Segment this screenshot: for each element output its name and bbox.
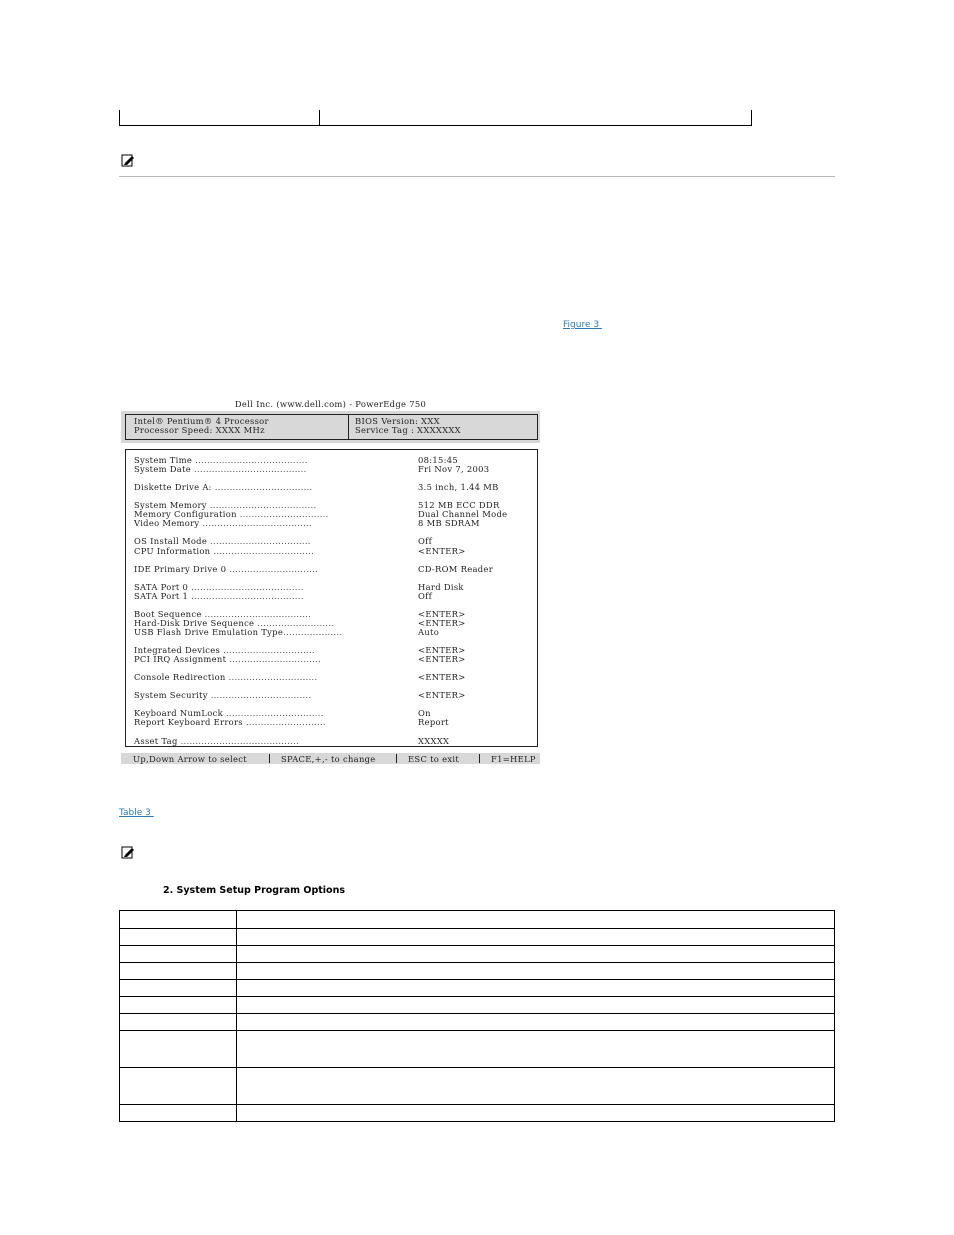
bios-option-leader-dots: .................................. <box>210 545 315 556</box>
table-cell <box>237 997 835 1014</box>
bios-option-value: 512 MB ECC DDR <box>418 500 500 511</box>
bios-option-value: <ENTER> <box>418 654 466 665</box>
bios-option-label: Video Memory <box>134 518 200 529</box>
table-row <box>120 1105 835 1122</box>
bios-option-label: Keyboard NumLock <box>134 708 223 719</box>
bios-option-leader-dots: ............................... <box>226 654 322 665</box>
bios-option-label: Integrated Devices <box>134 645 221 656</box>
table-3-link[interactable]: Table 3 <box>119 808 154 818</box>
table-row <box>120 1068 835 1105</box>
bios-option-leader-dots: ...................................... <box>188 590 304 601</box>
bios-header-box <box>125 414 538 440</box>
bios-option-value: Off <box>418 590 432 601</box>
bios-option-row[interactable] <box>134 563 493 574</box>
bios-option-label: System Time <box>134 455 193 465</box>
header-divider <box>348 415 349 439</box>
table-cell <box>237 1031 835 1068</box>
footer-help-hint: F1=HELP <box>491 754 536 764</box>
table-row <box>120 1014 835 1031</box>
bios-option-label: Report Keyboard Errors <box>134 717 243 728</box>
bios-option-row[interactable] <box>134 717 449 728</box>
bios-option-value: <ENTER> <box>418 617 466 628</box>
bios-option-leader-dots: ................................. <box>211 482 313 493</box>
bios-option-label: CPU Information <box>134 545 211 556</box>
bios-option-label: Hard-Disk Drive Sequence <box>134 617 255 628</box>
table-column-divider <box>319 110 320 125</box>
note-icon <box>121 845 135 859</box>
bios-option-leader-dots: ...................................... <box>188 581 304 592</box>
table-cell <box>237 911 835 929</box>
table-cell <box>120 929 237 946</box>
horizontal-rule <box>119 176 835 177</box>
bios-option-value: <ENTER> <box>418 645 466 656</box>
bios-option-label: Boot Sequence <box>134 608 202 619</box>
top-table-fragment <box>119 110 752 126</box>
footer-change-hint: SPACE,+,- to change <box>281 754 376 764</box>
bios-option-value: On <box>418 708 431 719</box>
table-row <box>120 929 835 946</box>
table-caption: 2. System Setup Program Options <box>163 885 345 896</box>
bios-option-value: Auto <box>418 626 440 637</box>
table-row <box>120 946 835 963</box>
processor-name: Intel® Pentium® 4 Processor <box>134 416 269 426</box>
bios-option-leader-dots: .................................. <box>207 690 312 701</box>
table-row <box>120 911 835 929</box>
figure-3-link[interactable]: Figure 3 <box>563 320 602 330</box>
table-cell <box>237 963 835 980</box>
bios-option-row[interactable] <box>134 672 466 683</box>
bios-option-label: Memory Configuration <box>134 509 237 520</box>
bios-option-leader-dots: .................................. <box>207 536 311 547</box>
bios-option-value: 8 MB SDRAM <box>418 518 480 529</box>
bios-option-leader-dots: .............................. <box>225 672 318 683</box>
bios-footer <box>121 753 540 764</box>
bios-version: BIOS Version: XXX <box>355 416 440 426</box>
table-row <box>120 980 835 997</box>
bios-option-row[interactable] <box>134 590 432 601</box>
table-cell <box>120 1031 237 1068</box>
bios-option-row[interactable] <box>134 626 440 637</box>
bios-option-label: SATA Port 1 <box>134 590 189 601</box>
table-row <box>120 1031 835 1068</box>
options-table <box>119 910 835 1122</box>
bios-option-label: IDE Primary Drive 0 <box>134 563 227 574</box>
bios-option-row[interactable] <box>134 545 466 556</box>
bios-option-leader-dots: ............................... <box>220 645 315 656</box>
bios-option-leader-dots: .......................... <box>254 617 335 628</box>
table-row <box>120 963 835 980</box>
footer-exit-hint: ESC to exit <box>408 754 460 764</box>
bios-option-leader-dots: ................................. <box>222 708 324 719</box>
service-tag: Service Tag : XXXXXXX <box>355 425 461 435</box>
bios-option-value: <ENTER> <box>418 608 466 619</box>
bios-option-leader-dots: ..................................... <box>199 518 313 529</box>
footer-divider <box>396 754 397 763</box>
bios-option-value: 08:15:45 <box>418 455 459 465</box>
bios-option-leader-dots: .............................. <box>226 563 319 574</box>
table-cell <box>120 980 237 997</box>
bios-option-leader-dots: ...................................... <box>192 455 308 465</box>
table-cell <box>120 1014 237 1031</box>
table-cell <box>120 963 237 980</box>
bios-option-value: XXXXX <box>418 735 450 746</box>
bios-option-label: SATA Port 0 <box>134 581 189 592</box>
bios-option-label: PCI IRQ Assignment <box>134 654 227 665</box>
bios-option-row[interactable] <box>134 482 499 493</box>
table-cell <box>237 980 835 997</box>
bios-option-label: USB Flash Drive Emulation Type <box>134 626 284 637</box>
table-cell <box>237 1068 835 1105</box>
bios-option-value: Hard Disk <box>418 581 464 592</box>
table-cell <box>237 946 835 963</box>
bios-option-leader-dots: ...................................... <box>191 464 307 475</box>
bios-option-leader-dots: ........................................ <box>177 735 300 746</box>
bios-option-leader-dots: ........................... <box>242 717 326 728</box>
bios-option-value: Fri Nov 7, 2003 <box>418 464 490 475</box>
table-cell <box>120 1105 237 1122</box>
bios-option-label: Console Redirection <box>134 672 226 683</box>
bios-option-row[interactable] <box>134 690 466 701</box>
bios-option-value: <ENTER> <box>418 672 466 683</box>
bios-option-row[interactable] <box>134 518 480 529</box>
bios-option-value: Report <box>418 717 449 728</box>
note-icon <box>121 153 135 167</box>
bios-option-row[interactable] <box>134 735 450 746</box>
footer-divider <box>269 754 270 763</box>
bios-option-value: 3.5 inch, 1.44 MB <box>418 482 499 493</box>
table-cell <box>237 1105 835 1122</box>
bios-setup-screen-figure <box>121 397 540 765</box>
bios-option-label: System Memory <box>134 500 207 511</box>
bios-option-value: CD-ROM Reader <box>418 563 493 574</box>
bios-option-value: Dual Channel Mode <box>418 509 508 520</box>
bios-option-label: Asset Tag <box>134 735 178 746</box>
bios-option-leader-dots: .............................. <box>236 509 329 520</box>
footer-select-hint: Up,Down Arrow to select <box>133 754 247 764</box>
bios-option-value: <ENTER> <box>418 690 466 701</box>
bios-option-leader-dots: .................... <box>283 626 343 637</box>
bios-option-label: OS Install Mode <box>134 536 208 547</box>
bios-option-row[interactable] <box>134 654 466 665</box>
table-row <box>120 997 835 1014</box>
table-cell <box>120 1068 237 1105</box>
bios-option-leader-dots: .................................... <box>206 500 317 511</box>
table-cell <box>120 911 237 929</box>
bios-option-value: Off <box>418 536 432 547</box>
bios-option-row[interactable] <box>134 464 490 475</box>
bios-option-label: System Security <box>134 690 208 701</box>
table-cell <box>120 997 237 1014</box>
table-cell <box>237 929 835 946</box>
footer-divider <box>479 754 480 763</box>
bios-option-leader-dots: .................................... <box>201 608 312 619</box>
bios-option-value: <ENTER> <box>418 545 466 556</box>
bios-option-label: Diskette Drive A: <box>134 482 212 493</box>
processor-speed: Processor Speed: XXXX MHz <box>134 425 265 435</box>
table-cell <box>237 1014 835 1031</box>
table-cell <box>120 946 237 963</box>
bios-options-box <box>125 449 538 747</box>
bios-option-label: System Date <box>134 464 192 475</box>
bios-title: Dell Inc. (www.dell.com) - PowerEdge 750 <box>234 399 427 409</box>
